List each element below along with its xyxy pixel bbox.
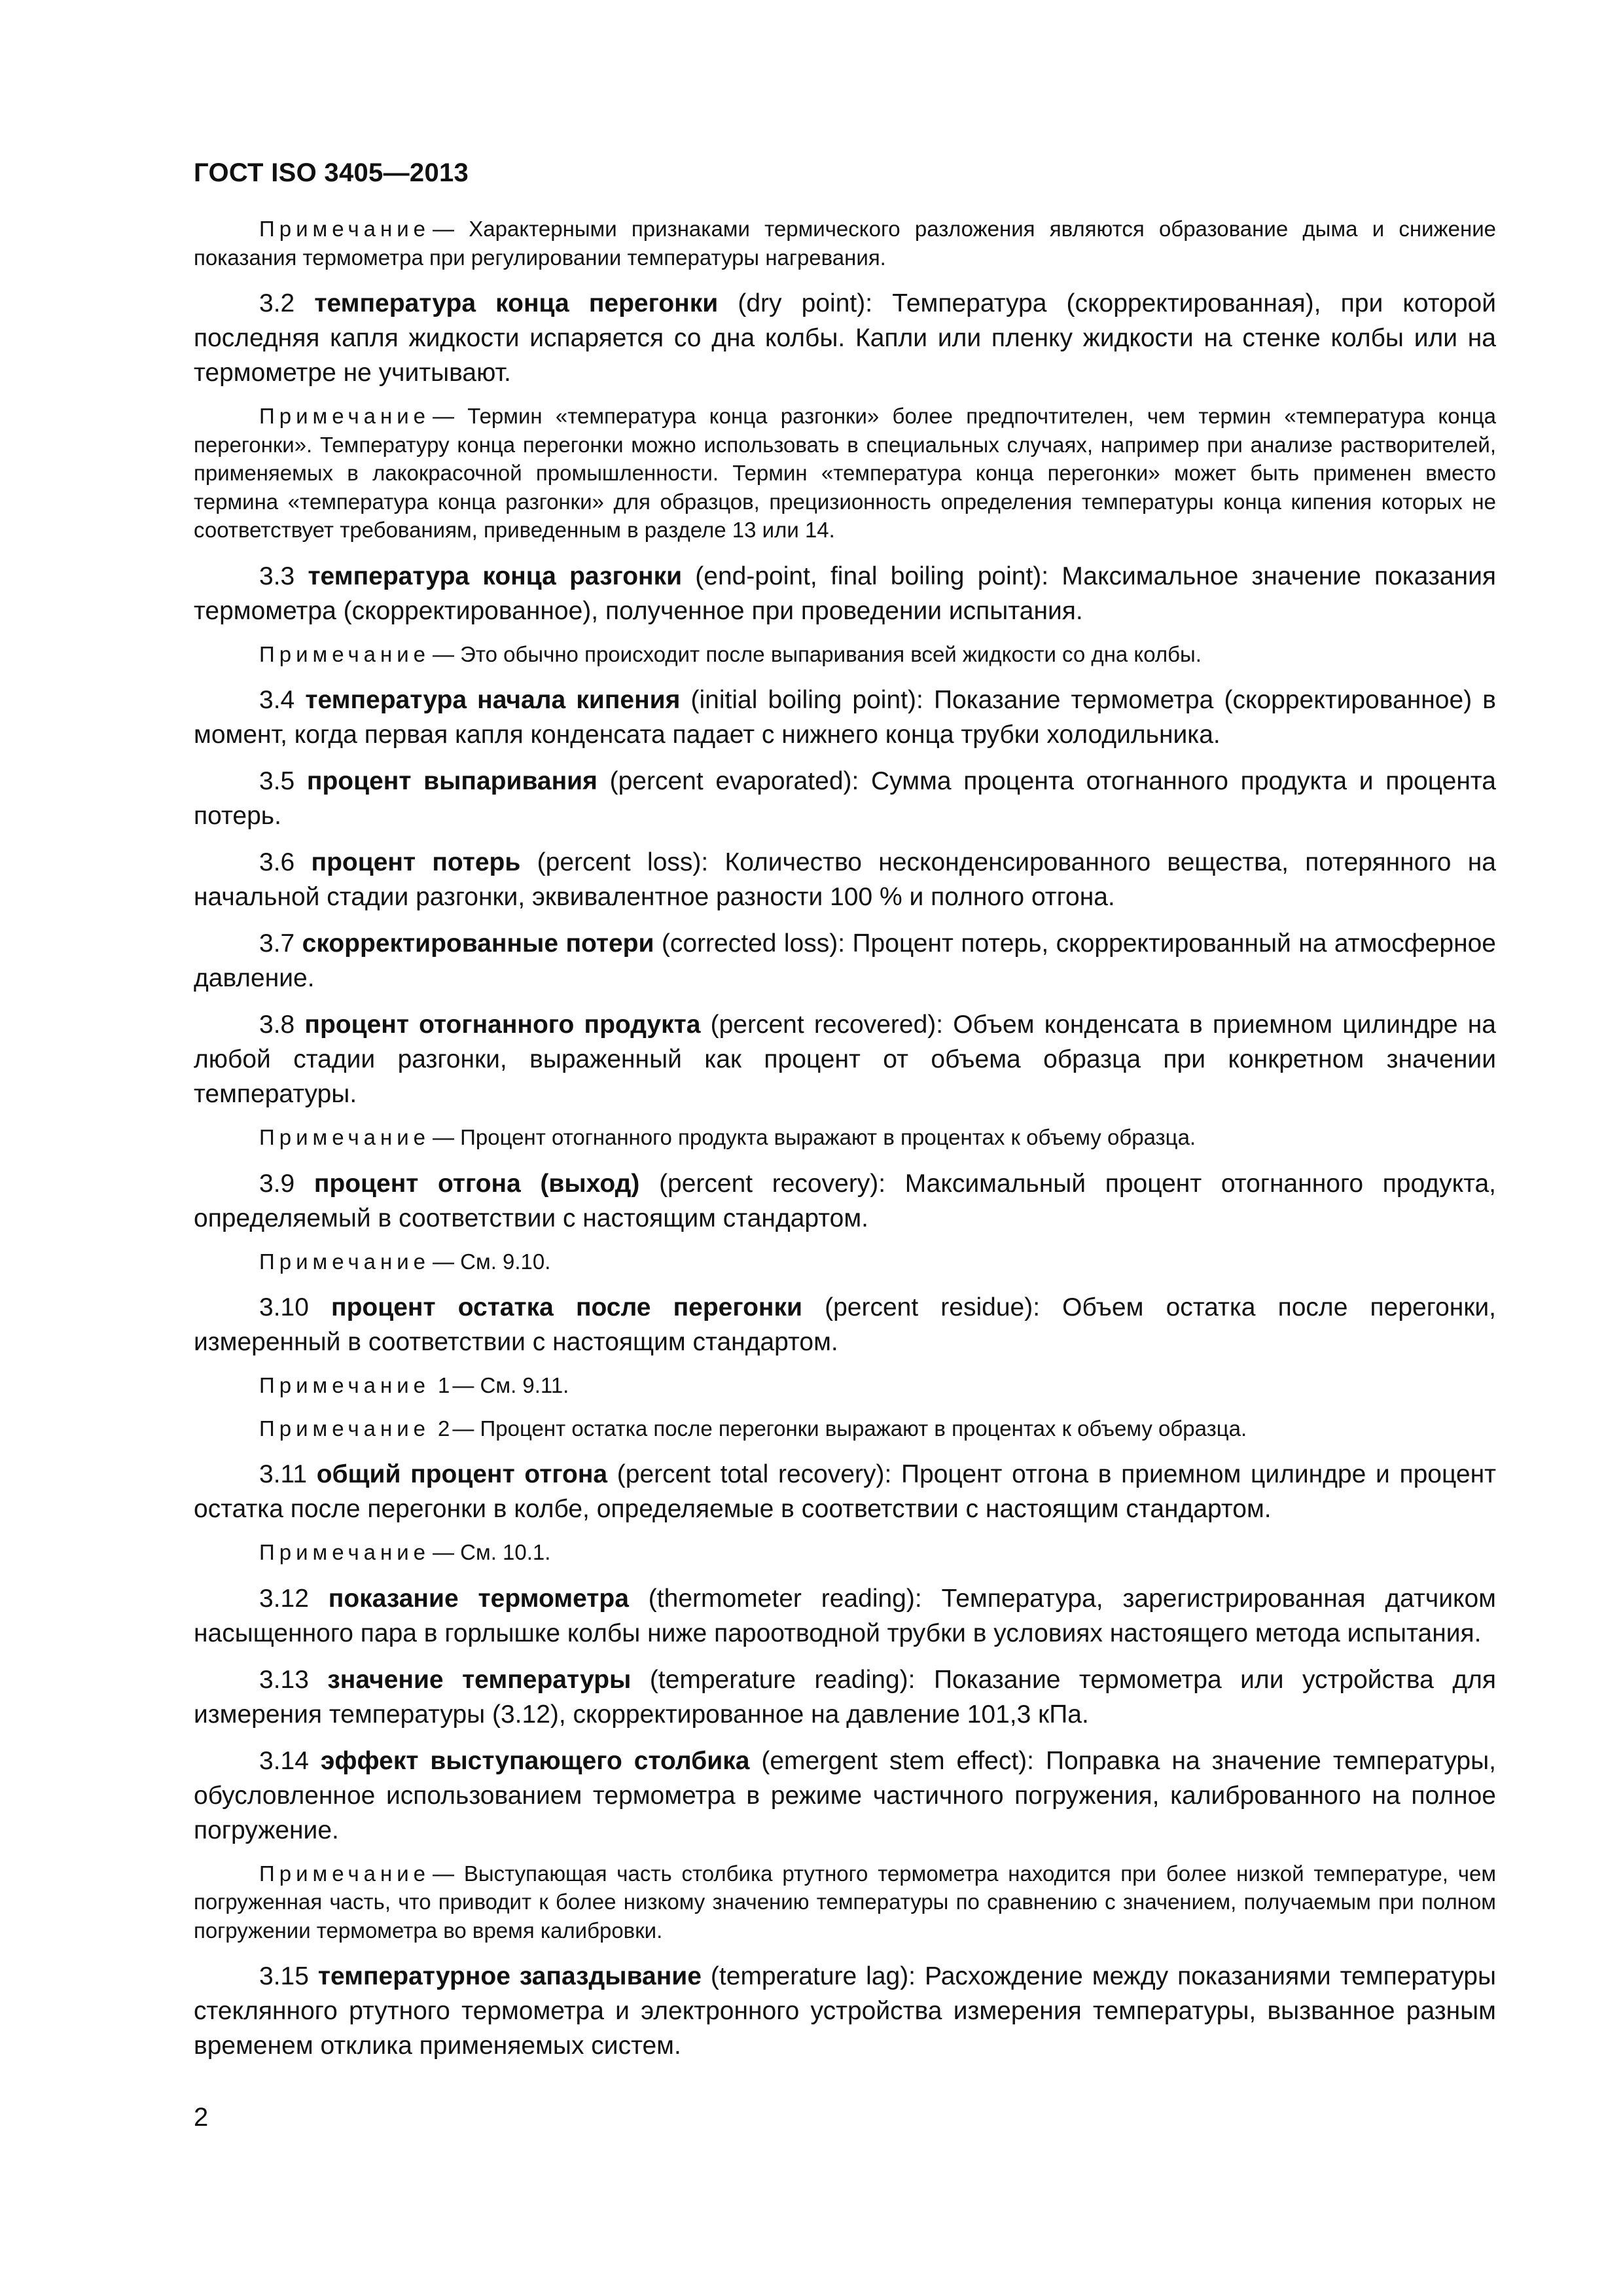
note-paragraph: [194, 1247, 1496, 1276]
term-definition: [194, 1662, 1496, 1732]
term-definition: [194, 926, 1496, 996]
term-name: температура конца перегонки: [314, 289, 719, 317]
note-text: — См. 9.10.: [433, 1249, 551, 1274]
term-name: температура начала кипения: [305, 686, 681, 714]
page-number: 2: [194, 2103, 209, 2132]
note-label: Примечание: [259, 1125, 431, 1149]
term-text: (percent loss): Количество несконденсированного вещества, потерянного на начальной стадии разгонки, эквивалентное разности 100 % и полного отгона.: [194, 848, 1496, 911]
term-text: (percent residue): Объем остатка после перегонки, измеренный в соответствии с настоящим стандартом.: [194, 1293, 1496, 1356]
term-name: процент выпаривания: [306, 767, 597, 795]
note-text: — См. 9.11.: [452, 1373, 569, 1397]
term-name: общий процент отгона: [316, 1460, 608, 1488]
term-name: температура конца разгонки: [308, 562, 683, 590]
term-number: 3.13: [259, 1665, 309, 1694]
term-name: процент потерь: [311, 848, 521, 876]
term-definition: [194, 1007, 1496, 1111]
note-text: — Это обычно происходит после выпаривания всей жидкости со дна колбы.: [433, 641, 1202, 666]
note-label: Примечание: [259, 217, 431, 241]
note-paragraph: [194, 640, 1496, 669]
note-label: Примечание: [259, 1540, 431, 1564]
note-paragraph: [194, 1538, 1496, 1567]
term-text: (thermometer reading): Температура, зарегистрированная датчиком насыщенного пара в горлышке колбы ниже пароотводной трубки в условиях настоящего метода испытания.: [194, 1584, 1496, 1647]
term-text: (emergent stem effect): Поправка на значение температуры, обусловленное использованием термометра в режиме частичного погружения, калиброванного на полное погружение.: [194, 1746, 1496, 1844]
term-name: показание термометра: [328, 1584, 629, 1613]
term-definition: [194, 1581, 1496, 1651]
term-definition: [194, 1744, 1496, 1848]
term-definition: [194, 1457, 1496, 1526]
document-header: ГОСТ ISO 3405—2013: [194, 158, 469, 187]
term-text: (percent recovered): Объем конденсата в приемном цилиндре на любой стадии разгонки, выраженный как процент от объема образца при конкретном значении температуры.: [194, 1011, 1496, 1108]
term-definition: [194, 1166, 1496, 1236]
term-number: 3.12: [259, 1584, 309, 1613]
term-text: (corrected loss): Процент потерь, скорректированный на атмосферное давление.: [194, 929, 1496, 992]
term-definition: [194, 764, 1496, 833]
term-number: 3.6: [259, 848, 295, 876]
note-paragraph: [194, 215, 1496, 272]
note-paragraph: [194, 1123, 1496, 1152]
term-number: 3.4: [259, 686, 295, 714]
term-definition: [194, 1290, 1496, 1359]
term-number: 3.7: [259, 929, 295, 958]
term-definition: [194, 286, 1496, 390]
term-number: 3.2: [259, 289, 295, 317]
term-name: скорректированные потери: [302, 929, 654, 958]
term-text: (percent recovery): Максимальный процент отогнанного продукта, определяемый в соответствии с настоящим стандартом.: [194, 1169, 1497, 1232]
note-text: — Процент остатка после перегонки выражают в процентах к объему образца.: [452, 1416, 1247, 1441]
term-definition: [194, 845, 1496, 914]
term-definition: [194, 683, 1496, 752]
term-definition: [194, 559, 1496, 628]
note-number: 2: [438, 1416, 450, 1441]
note-label: Примечание: [259, 1861, 431, 1886]
term-definition: [194, 1959, 1496, 2063]
term-number: 3.8: [259, 1011, 295, 1039]
note-text: — Термин «температура конца разгонки» более предпочтителен, чем термин «температура конца перегонки». Температуру конца перегонки можно использовать в специальных случаях, например при анализе растворителей, применяемых в лакокрасочной промышленности. Термин «температура конца перегонки» может быть применен вместо термина «температура конца разгонки» для образцов, прецизионность определения температуры конца кипения которых не соответствует требованиям, приведенным в разделе 13 или 14.: [194, 404, 1496, 542]
note-text: — Процент отогнанного продукта выражают в процентах к объему образца.: [433, 1125, 1196, 1149]
document-body: [194, 215, 1496, 2075]
term-number: 3.10: [259, 1293, 309, 1321]
note-paragraph: [194, 402, 1496, 545]
term-text: (temperature reading): Показание термометра или устройства для измерения температуры (3.12), скорректированное на давление 101,3 кПа.: [194, 1665, 1496, 1729]
term-text: (percent total recovery): Процент отгона в приемном цилиндре и процент остатка после перегонки в колбе, определяемые в соответствии с настоящим стандартом.: [194, 1460, 1496, 1523]
note-paragraph: [194, 1859, 1496, 1945]
note-label: Примечание: [259, 1416, 431, 1441]
term-name: значение температуры: [327, 1665, 632, 1694]
note-text: — См. 10.1.: [433, 1540, 551, 1564]
note-paragraph: [194, 1371, 1496, 1400]
note-label: Примечание: [259, 404, 431, 428]
note-text: — Выступающая часть столбика ртутного термометра находится при более низкой температуре, чем погруженная часть, что приводит к более низкому значению температуры по сравнению с значением, получаемым при полном погружении термометра во время калибровки.: [194, 1861, 1496, 1943]
term-text: (initial boiling point): Показание термометра (скорректированное) в момент, когда первая капля конденсата падает с нижнего конца трубки холодильника.: [194, 686, 1496, 749]
term-text: (temperature lag): Расхождение между показаниями температуры стеклянного ртутного термометра и электронного устройства измерения температуры, вызванное разным временем отклика применяемых систем.: [194, 1962, 1496, 2060]
note-paragraph: [194, 1414, 1496, 1443]
term-number: 3.14: [259, 1746, 309, 1775]
term-number: 3.15: [259, 1962, 309, 1990]
note-label: Примечание: [259, 1249, 431, 1274]
term-name: процент отгона (выход): [313, 1169, 640, 1198]
term-text: (percent evaporated): Сумма процента отогнанного продукта и процента потерь.: [194, 767, 1497, 830]
term-text: (end-point, final boiling point): Максимальное значение показания термометра (скорректированное), полученное при проведении испытания.: [194, 562, 1496, 625]
term-name: эффект выступающего столбика: [320, 1746, 750, 1775]
term-text: (dry point): Температура (скорректированная), при которой последняя капля жидкости испаряется со дна колбы. Капли или пленку жидкости на стенке колбы или на термометре не учитывают.: [194, 289, 1496, 387]
note-number: 1: [438, 1373, 450, 1397]
term-name: температурное запаздывание: [317, 1962, 702, 1990]
term-name: процент отогнанного продукта: [304, 1011, 701, 1039]
term-number: 3.11: [259, 1460, 308, 1488]
note-text: — Характерными признаками термического разложения являются образование дыма и снижение показания термометра при регулировании температуры нагревания.: [194, 217, 1496, 270]
note-label: Примечание: [259, 1373, 431, 1397]
term-name: процент остатка после перегонки: [331, 1293, 802, 1321]
term-number: 3.5: [259, 767, 295, 795]
term-number: 3.9: [259, 1169, 295, 1198]
term-number: 3.3: [259, 562, 295, 590]
note-label: Примечание: [259, 641, 431, 666]
